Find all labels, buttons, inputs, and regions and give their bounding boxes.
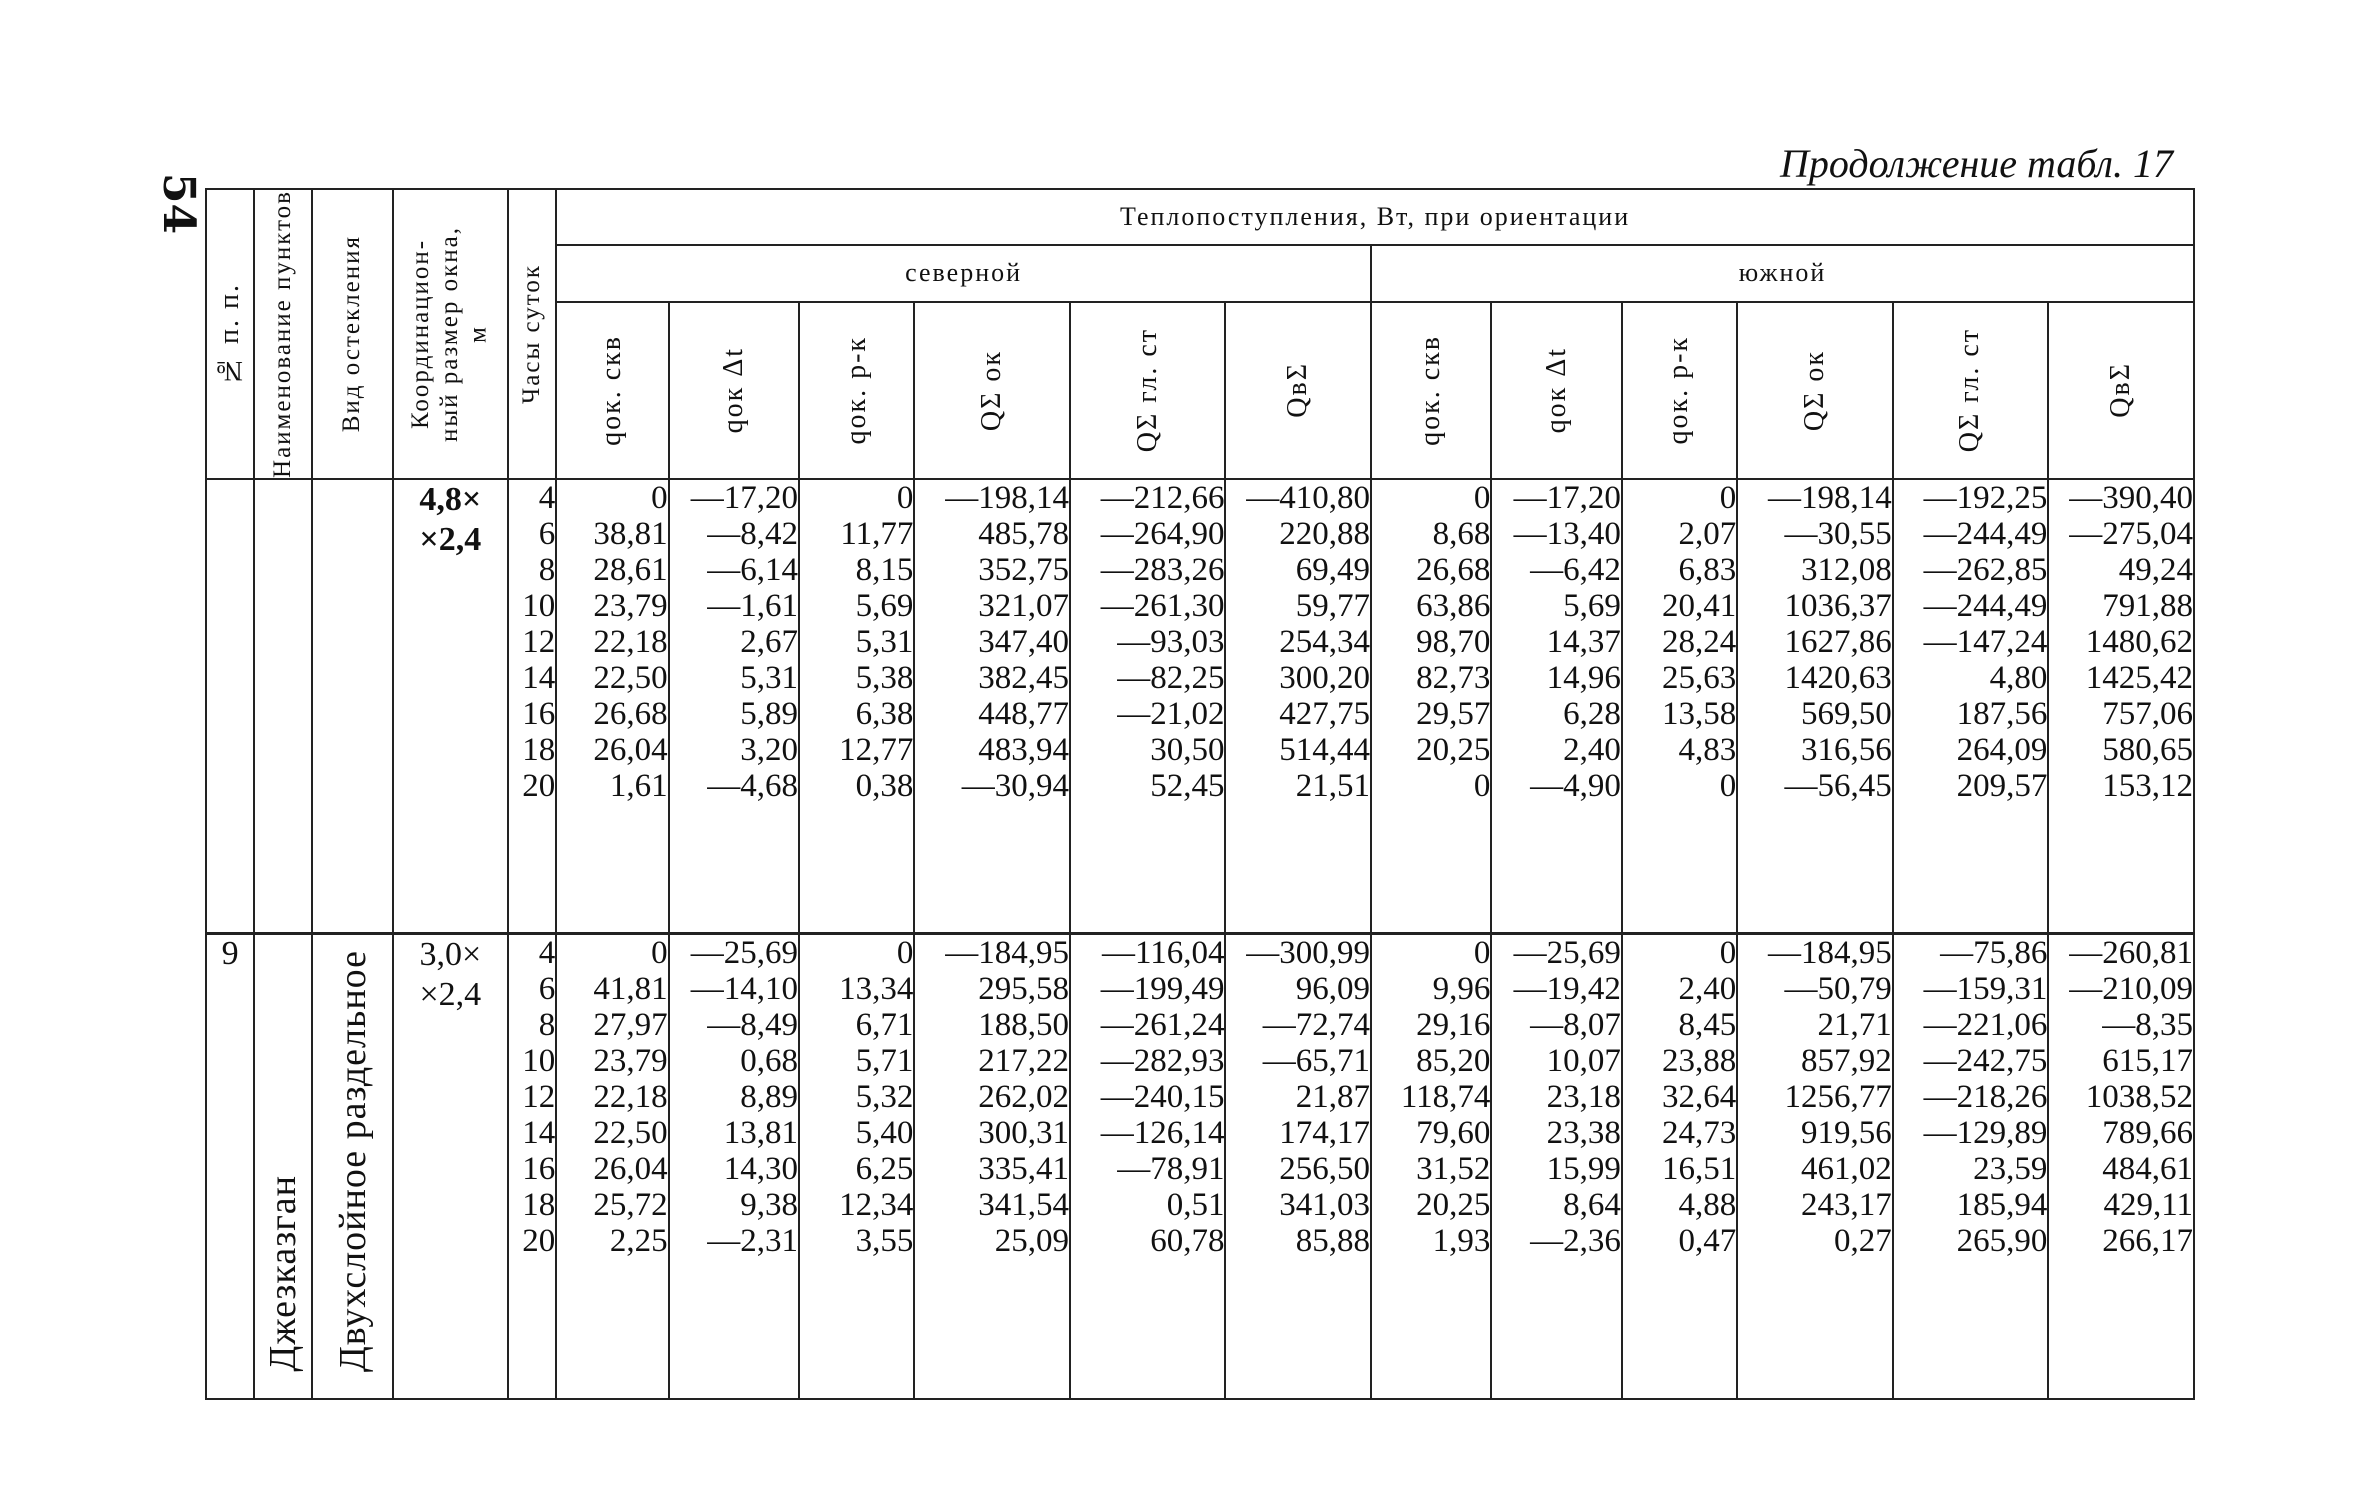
north-q-skv-values: 0 38,81 28,61 23,79 22,18 22,50 26,68 26,04 1,61 — [556, 479, 668, 933]
header-north-q-dt: qок Δt — [669, 302, 799, 479]
header-north-q-skv: qок. скв — [556, 302, 668, 479]
north-q-dt-values: —25,69 —14,10 —8,49 0,68 8,89 13,81 14,30 9,38 —2,31 — [669, 933, 799, 1399]
header-north-q-rk: qок. р-к — [799, 302, 914, 479]
header-south-q-skv: qок. скв — [1371, 302, 1491, 479]
north-q-rk-values: 0 13,34 6,71 5,71 5,32 5,40 6,25 12,34 3,55 — [799, 933, 914, 1399]
heat-gain-table — [205, 188, 2195, 1400]
row-name — [254, 479, 312, 933]
north-Q-glst-values: —116,04 —199,49 —261,24 —282,93 —240,15 —126,14 —78,91 0,51 60,78 — [1070, 933, 1226, 1399]
header-no: № п. п. — [206, 189, 254, 479]
header-name: Наименование пунктов — [254, 189, 312, 479]
row-glazing — [312, 479, 392, 933]
south-q-dt-values: —25,69 —19,42 —8,07 10,07 23,18 23,38 15,99 8,64 —2,36 — [1491, 933, 1621, 1399]
south-q-rk-values: 0 2,40 8,45 23,88 32,64 24,73 16,51 4,88 0,47 — [1622, 933, 1737, 1399]
south-Q-ok-values: —198,14 —30,55 312,08 1036,37 1627,86 1420,63 569,50 316,56 —56,45 — [1737, 479, 1893, 933]
row-no — [206, 479, 254, 933]
header-north: северной — [556, 245, 1371, 301]
header-south-q-rk: qок. р-к — [1622, 302, 1737, 479]
table-row — [206, 479, 2194, 933]
north-Q-v-values: —300,99 96,09 —72,74 —65,71 21,87 174,17 256,50 341,03 85,88 — [1225, 933, 1371, 1399]
south-Q-ok-values: —184,95 —50,79 21,71 857,92 1256,77 919,56 461,02 243,17 0,27 — [1737, 933, 1893, 1399]
row-name: Джезказган — [254, 933, 312, 1399]
row-no: 9 — [206, 933, 254, 1399]
south-Q-glst-values: —75,86 —159,31 —221,06 —242,75 —218,26 —129,89 23,59 185,94 265,90 — [1893, 933, 2049, 1399]
row-glazing: Двухслойное раздельное — [312, 933, 392, 1399]
header-size: Координацион-ный размер окна, м — [393, 189, 508, 479]
header-south-q-dt: qок Δt — [1491, 302, 1621, 479]
header-hours: Часы суток — [508, 189, 556, 479]
north-Q-ok-values: —198,14 485,78 352,75 321,07 347,40 382,45 448,77 483,94 —30,94 — [914, 479, 1070, 933]
header-south: южной — [1371, 245, 2194, 301]
north-Q-glst-values: —212,66 —264,90 —283,26 —261,30 —93,03 —82,25 —21,02 30,50 52,45 — [1070, 479, 1226, 933]
page-number: 54 — [153, 172, 205, 235]
header-north-Q-v: QвΣ — [1225, 302, 1371, 479]
header-group-title: Теплопоступления, Вт, при ориентации — [556, 189, 2194, 245]
south-q-rk-values: 0 2,07 6,83 20,41 28,24 25,63 13,58 4,83 0 — [1622, 479, 1737, 933]
table-caption: Продолжение табл. 17 — [1779, 141, 2173, 186]
north-q-dt-values: —17,20 —8,42 —6,14 —1,61 2,67 5,31 5,89 3,20 —4,68 — [669, 479, 799, 933]
row-size: 3,0× ×2,4 — [393, 933, 508, 1399]
header-south-Q-v: QвΣ — [2048, 302, 2194, 479]
south-Q-glst-values: —192,25 —244,49 —262,85 —244,49 —147,24 4,80 187,56 264,09 209,57 — [1893, 479, 2049, 933]
north-q-rk-values: 0 11,77 8,15 5,69 5,31 5,38 6,38 12,77 0,38 — [799, 479, 914, 933]
south-Q-v-values: —260,81 —210,09 —8,35 615,17 1038,52 789,66 484,61 429,11 266,17 — [2048, 933, 2194, 1399]
south-q-skv-values: 0 9,96 29,16 85,20 118,74 79,60 31,52 20,25 1,93 — [1371, 933, 1491, 1399]
row-hours: 4 6 8 10 12 14 16 18 20 — [508, 933, 556, 1399]
row-hours: 4 6 8 10 12 14 16 18 20 — [508, 479, 556, 933]
header-south-Q-ok: QΣ ок — [1737, 302, 1893, 479]
header-glazing: Вид остекления — [312, 189, 392, 479]
header-north-Q-glst: QΣ гл. ст — [1070, 302, 1226, 479]
table-row — [206, 933, 2194, 1399]
south-q-skv-values: 0 8,68 26,68 63,86 98,70 82,73 29,57 20,25 0 — [1371, 479, 1491, 933]
north-Q-v-values: —410,80 220,88 69,49 59,77 254,34 300,20 427,75 514,44 21,51 — [1225, 479, 1371, 933]
header-north-Q-ok: QΣ ок — [914, 302, 1070, 479]
row-size: 4,8× ×2,4 — [393, 479, 508, 933]
south-q-dt-values: —17,20 —13,40 —6,42 5,69 14,37 14,96 6,28 2,40 —4,90 — [1491, 479, 1621, 933]
north-q-skv-values: 0 41,81 27,97 23,79 22,18 22,50 26,04 25,72 2,25 — [556, 933, 668, 1399]
south-Q-v-values: —390,40 —275,04 49,24 791,88 1480,62 1425,42 757,06 580,65 153,12 — [2048, 479, 2194, 933]
header-south-Q-glst: QΣ гл. ст — [1893, 302, 2049, 479]
north-Q-ok-values: —184,95 295,58 188,50 217,22 262,02 300,31 335,41 341,54 25,09 — [914, 933, 1070, 1399]
